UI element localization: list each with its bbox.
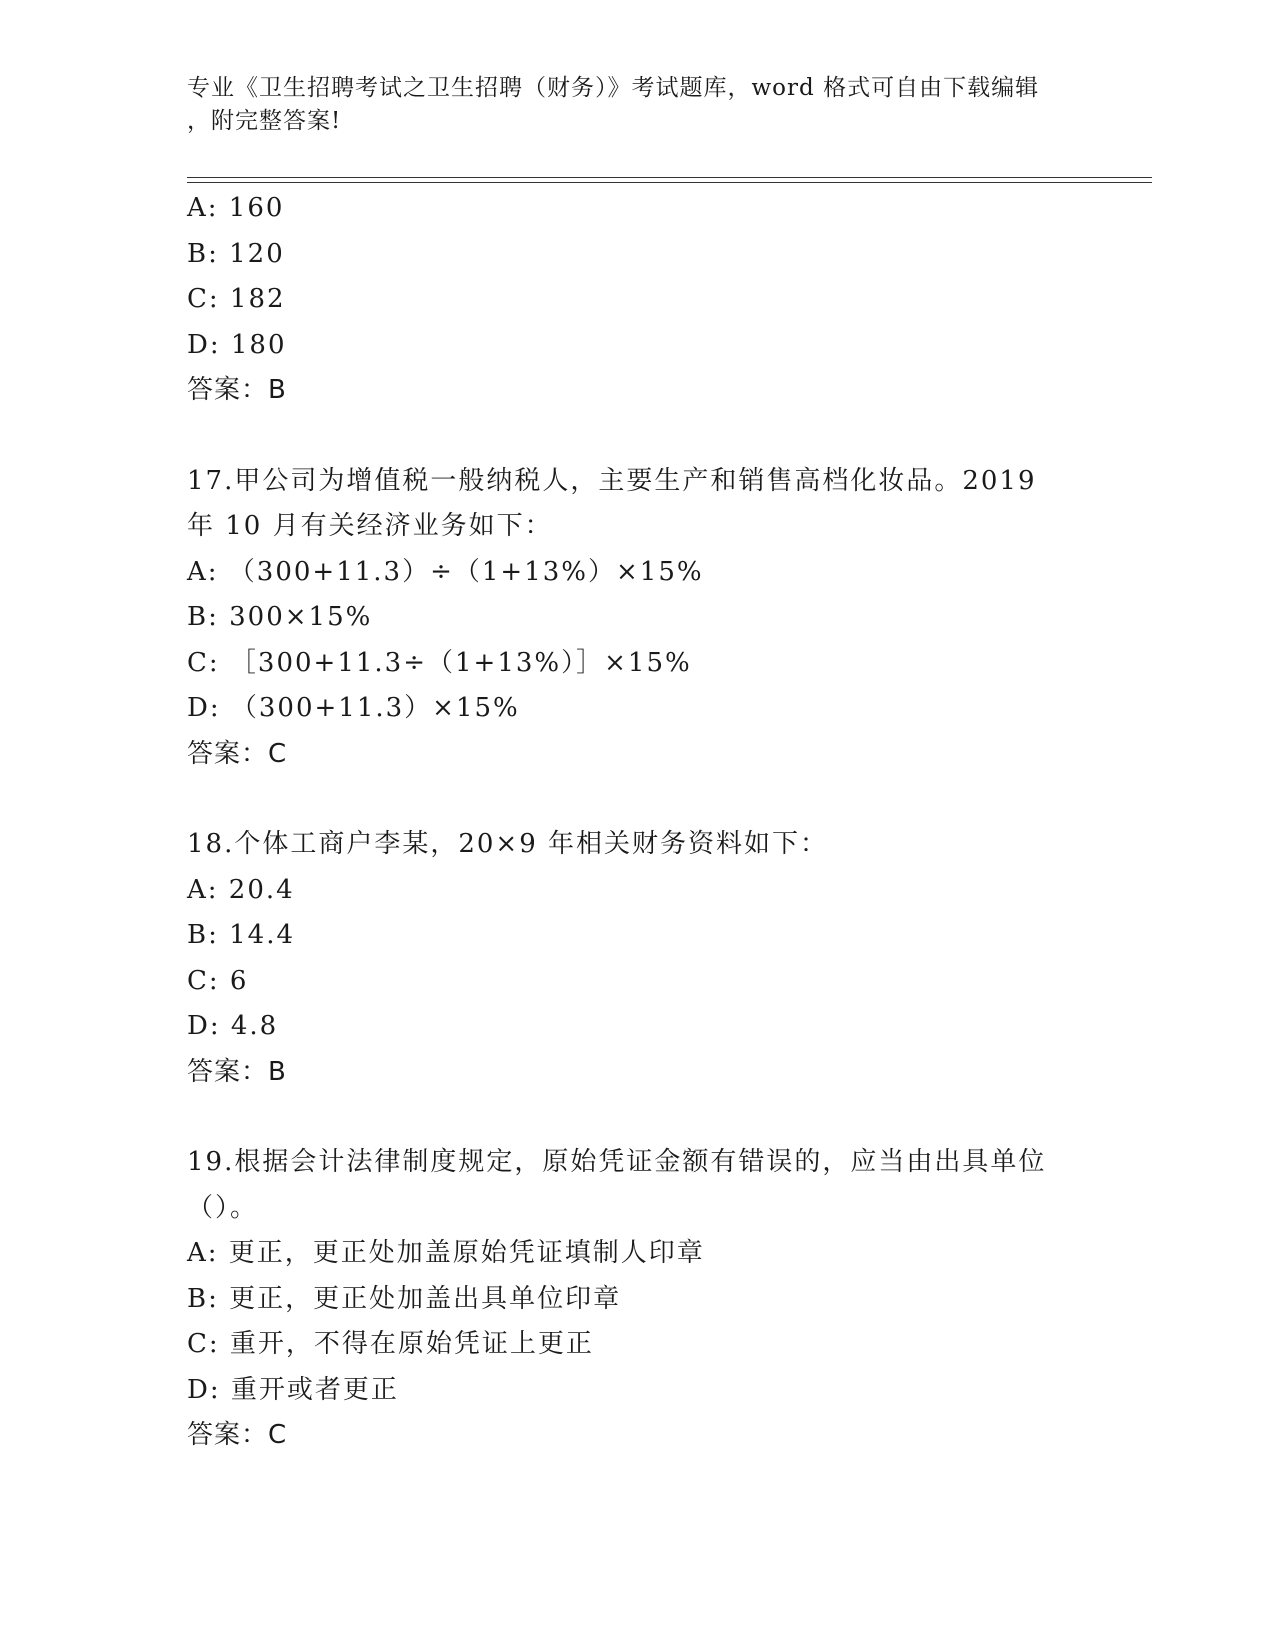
header-rule-top — [187, 177, 1152, 178]
answer: 答案：C — [187, 738, 288, 769]
option-d: D: 重开或者更正 — [187, 1374, 399, 1405]
option-c: C: 182 — [187, 284, 286, 314]
question-stem-continued: （）。 — [187, 1192, 259, 1223]
answer: 答案：C — [187, 1420, 288, 1450]
answer: 答案：B — [187, 1056, 287, 1087]
option-d: D: 180 — [187, 329, 287, 360]
question-19 — [187, 1140, 1147, 1459]
option-c: C: 重开，不得在原始凭证上更正 — [187, 1329, 594, 1359]
spacer — [187, 777, 1147, 822]
question-stem: 17.甲公司为增值税一般纳税人，主要生产和销售高档化妆品。2019 — [187, 465, 1037, 496]
option-b: B: 14.4 — [187, 920, 296, 950]
question-stem: 18.个体工商户李某，20×9 年相关财务资料如下： — [187, 829, 829, 859]
option-b: B: 更正，更正处加盖出具单位印章 — [187, 1283, 622, 1314]
option-b: B: 120 — [187, 238, 285, 269]
question-stem-continued: 年 10 月有关经济业务如下： — [187, 511, 553, 541]
header-title-line1: 专业《卫生招聘考试之卫生招聘（财务）》考试题库，word 格式可自由下载编辑 — [187, 75, 1040, 101]
option-d: D: 4.8 — [187, 1011, 279, 1041]
answer: 答案：B — [187, 375, 287, 405]
option-b: B: 300×15% — [187, 602, 373, 632]
option-c: C: 6 — [187, 965, 249, 996]
document-header — [187, 72, 1087, 138]
question-17 — [187, 459, 1147, 778]
question-16 — [187, 186, 1147, 414]
question-list — [187, 186, 1147, 1459]
option-a: A: （300+11.3）÷（1+13%）×15% — [187, 556, 704, 587]
option-a: A: 更正，更正处加盖原始凭证填制人印章 — [187, 1238, 705, 1268]
option-a: A: 160 — [187, 193, 285, 223]
spacer — [187, 1095, 1147, 1140]
option-d: D: （300+11.3）×15% — [187, 693, 520, 723]
question-stem: 19.根据会计法律制度规定，原始凭证金额有错误的，应当由出具单位 — [187, 1147, 1047, 1177]
spacer — [187, 414, 1147, 459]
option-c: C: ［300+11.3÷（1+13%）］×15% — [187, 647, 692, 678]
header-title-line2: ，附完整答案! — [187, 108, 342, 134]
header-rule-bottom — [187, 182, 1152, 183]
option-a: A: 20.4 — [187, 874, 295, 905]
question-18 — [187, 822, 1147, 1095]
